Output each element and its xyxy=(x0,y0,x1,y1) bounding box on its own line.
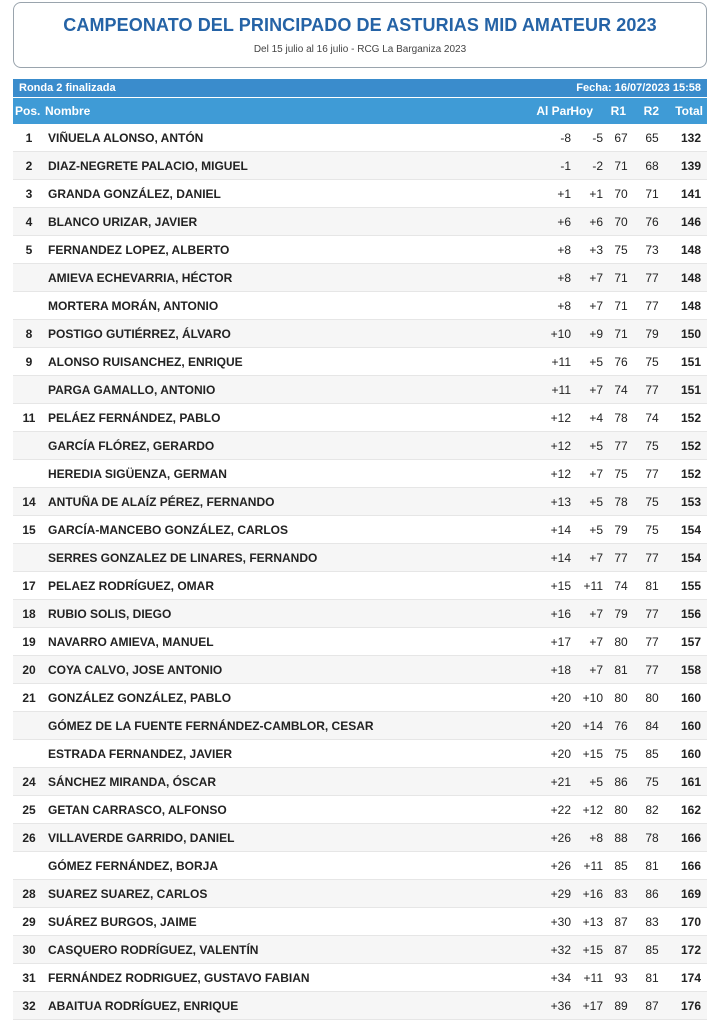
cell-r1: 80 xyxy=(614,691,628,705)
table-row[interactable] xyxy=(13,852,707,880)
column-name[interactable]: Nombre xyxy=(45,104,91,118)
cell-hoy: +7 xyxy=(589,271,603,285)
cell-r1: 88 xyxy=(614,831,628,845)
cell-r2: 81 xyxy=(645,579,659,593)
cell-par: +10 xyxy=(550,327,571,341)
cell-pos: 32 xyxy=(22,999,36,1013)
table-row[interactable] xyxy=(13,292,707,320)
cell-par: +21 xyxy=(550,775,571,789)
cell-par: +34 xyxy=(550,971,571,985)
cell-name: NAVARRO AMIEVA, MANUEL xyxy=(48,635,214,649)
cell-pos: 30 xyxy=(22,943,36,957)
cell-name: GRANDA GONZÁLEZ, DANIEL xyxy=(48,187,221,201)
cell-name: CASQUERO RODRÍGUEZ, VALENTÍN xyxy=(48,943,259,957)
cell-name: PELÁEZ FERNÁNDEZ, PABLO xyxy=(48,411,221,425)
cell-r2: 71 xyxy=(645,187,659,201)
cell-r2: 79 xyxy=(645,327,659,341)
cell-par: +8 xyxy=(557,243,571,257)
cell-pos: 24 xyxy=(22,775,36,789)
cell-total: 154 xyxy=(680,551,701,565)
table-row[interactable] xyxy=(13,208,707,236)
cell-pos: 14 xyxy=(22,495,36,509)
cell-r2: 75 xyxy=(645,523,659,537)
cell-hoy: +1 xyxy=(589,187,603,201)
cell-name: SUÁREZ BURGOS, JAIME xyxy=(48,915,197,929)
cell-total: 152 xyxy=(680,411,701,425)
table-row[interactable] xyxy=(13,348,707,376)
cell-total: 166 xyxy=(680,831,701,845)
cell-pos: 11 xyxy=(22,411,36,425)
table-row[interactable] xyxy=(13,824,707,852)
cell-pos: 21 xyxy=(22,691,36,705)
cell-total: 148 xyxy=(680,271,701,285)
table-row[interactable] xyxy=(13,516,707,544)
cell-par: +6 xyxy=(557,215,571,229)
cell-par: +1 xyxy=(557,187,571,201)
table-row[interactable] xyxy=(13,628,707,656)
cell-total: 160 xyxy=(680,691,701,705)
cell-total: 152 xyxy=(680,467,701,481)
cell-r2: 77 xyxy=(645,299,659,313)
cell-total: 148 xyxy=(680,243,701,257)
cell-hoy: +7 xyxy=(589,663,603,677)
cell-r1: 78 xyxy=(614,495,628,509)
cell-r1: 77 xyxy=(614,439,628,453)
cell-par: +30 xyxy=(550,915,571,929)
cell-r1: 70 xyxy=(614,187,628,201)
cell-hoy: +6 xyxy=(589,215,603,229)
cell-r1: 75 xyxy=(614,467,628,481)
table-row[interactable] xyxy=(13,488,707,516)
leaderboard-table xyxy=(13,124,707,1020)
cell-r2: 76 xyxy=(645,215,659,229)
cell-r2: 77 xyxy=(645,271,659,285)
cell-r1: 87 xyxy=(614,915,628,929)
cell-r2: 75 xyxy=(645,775,659,789)
cell-name: ESTRADA FERNANDEZ, JAVIER xyxy=(48,747,233,761)
cell-r2: 68 xyxy=(645,159,659,173)
column-r2[interactable]: R2 xyxy=(643,104,659,118)
cell-r2: 80 xyxy=(645,691,659,705)
cell-r1: 71 xyxy=(614,271,628,285)
column-r1[interactable]: R1 xyxy=(610,104,626,118)
cell-par: +20 xyxy=(550,747,571,761)
cell-name: GARCÍA FLÓREZ, GERARDO xyxy=(48,439,215,453)
cell-par: +8 xyxy=(557,271,571,285)
cell-r1: 71 xyxy=(614,159,628,173)
cell-name: ALONSO RUISANCHEZ, ENRIQUE xyxy=(48,355,243,369)
cell-name: HEREDIA SIGÜENZA, GERMAN xyxy=(48,467,227,481)
cell-par: +32 xyxy=(550,943,571,957)
cell-hoy: +3 xyxy=(589,243,603,257)
cell-name: PARGA GAMALLO, ANTONIO xyxy=(48,383,216,397)
cell-name: ABAITUA RODRÍGUEZ, ENRIQUE xyxy=(48,999,239,1013)
cell-hoy: +5 xyxy=(589,523,603,537)
cell-name: SUAREZ SUAREZ, CARLOS xyxy=(48,887,208,901)
table-row[interactable] xyxy=(13,320,707,348)
cell-hoy: +5 xyxy=(589,495,603,509)
cell-total: 148 xyxy=(680,299,701,313)
table-row[interactable] xyxy=(13,376,707,404)
cell-name: GONZÁLEZ GONZÁLEZ, PABLO xyxy=(48,691,232,705)
cell-total: 160 xyxy=(680,747,701,761)
cell-par: +8 xyxy=(557,299,571,313)
round-status-bar xyxy=(13,79,707,97)
cell-hoy: +7 xyxy=(589,299,603,313)
cell-total: 157 xyxy=(680,635,701,649)
cell-total: 139 xyxy=(680,159,701,173)
cell-r2: 77 xyxy=(645,607,659,621)
cell-total: 150 xyxy=(680,327,701,341)
cell-r2: 81 xyxy=(645,859,659,873)
page-title: CAMPEONATO DEL PRINCIPADO DE ASTURIAS MID AMATEUR 2023 xyxy=(63,15,657,35)
cell-r2: 77 xyxy=(645,467,659,481)
cell-par: +13 xyxy=(550,495,571,509)
cell-total: 155 xyxy=(680,579,701,593)
cell-total: 170 xyxy=(680,915,701,929)
cell-hoy: -5 xyxy=(592,131,603,145)
cell-r1: 75 xyxy=(614,243,628,257)
cell-par: +15 xyxy=(550,579,571,593)
table-row[interactable] xyxy=(13,880,707,908)
cell-hoy: +11 xyxy=(583,859,603,873)
cell-total: 169 xyxy=(680,887,701,901)
cell-r2: 78 xyxy=(645,831,659,845)
cell-pos: 25 xyxy=(22,803,36,817)
cell-total: 154 xyxy=(680,523,701,537)
cell-r2: 74 xyxy=(645,411,659,425)
cell-r2: 85 xyxy=(645,747,659,761)
cell-pos: 18 xyxy=(22,607,36,621)
cell-total: 146 xyxy=(680,215,701,229)
cell-name: RUBIO SOLIS, DIEGO xyxy=(48,607,172,621)
cell-total: 158 xyxy=(680,663,701,677)
cell-total: 152 xyxy=(680,439,701,453)
cell-par: -8 xyxy=(560,131,571,145)
cell-r2: 81 xyxy=(645,971,659,985)
table-row[interactable] xyxy=(13,796,707,824)
cell-pos: 19 xyxy=(22,635,36,649)
cell-par: +26 xyxy=(550,831,571,845)
cell-pos: 17 xyxy=(22,579,36,593)
cell-r1: 70 xyxy=(614,215,628,229)
cell-par: +12 xyxy=(550,439,571,453)
cell-r1: 67 xyxy=(614,131,628,145)
cell-r2: 82 xyxy=(645,803,659,817)
cell-par: +36 xyxy=(550,999,571,1013)
cell-hoy: +15 xyxy=(582,747,603,761)
cell-hoy: +12 xyxy=(582,803,603,817)
cell-total: 162 xyxy=(680,803,701,817)
cell-r2: 75 xyxy=(645,495,659,509)
table-row[interactable] xyxy=(13,264,707,292)
table-row[interactable] xyxy=(13,432,707,460)
cell-r1: 81 xyxy=(614,663,628,677)
table-row[interactable] xyxy=(13,152,707,180)
cell-hoy: +11 xyxy=(583,971,603,985)
cell-total: 141 xyxy=(680,187,701,201)
cell-r2: 77 xyxy=(645,635,659,649)
cell-r2: 73 xyxy=(645,243,659,257)
cell-r2: 84 xyxy=(645,719,659,733)
cell-hoy: +13 xyxy=(582,915,603,929)
table-row[interactable] xyxy=(13,992,707,1020)
cell-pos: 26 xyxy=(22,831,36,845)
column-par[interactable]: Al Par xyxy=(536,104,571,118)
cell-par: +29 xyxy=(550,887,571,901)
column-pos[interactable]: Pos. xyxy=(15,104,41,118)
cell-par: +12 xyxy=(550,467,571,481)
cell-pos: 8 xyxy=(25,327,33,341)
cell-hoy: +5 xyxy=(589,439,603,453)
cell-total: 166 xyxy=(680,859,701,873)
cell-hoy: +17 xyxy=(582,999,603,1013)
cell-r2: 77 xyxy=(645,383,659,397)
cell-r1: 75 xyxy=(614,747,628,761)
cell-hoy: +7 xyxy=(589,467,603,481)
cell-total: 174 xyxy=(680,971,701,985)
cell-total: 176 xyxy=(680,999,701,1013)
table-row[interactable] xyxy=(13,740,707,768)
cell-hoy: +9 xyxy=(589,327,603,341)
cell-par: +16 xyxy=(550,607,571,621)
cell-par: +12 xyxy=(550,411,571,425)
table-row[interactable] xyxy=(13,572,707,600)
cell-hoy: +8 xyxy=(589,831,603,845)
cell-r2: 86 xyxy=(645,887,659,901)
cell-par: +20 xyxy=(550,691,571,705)
cell-r1: 79 xyxy=(614,523,628,537)
cell-r2: 85 xyxy=(645,943,659,957)
cell-total: 161 xyxy=(680,775,701,789)
cell-r1: 83 xyxy=(614,887,628,901)
table-row[interactable] xyxy=(13,684,707,712)
cell-par: +14 xyxy=(550,523,571,537)
cell-r2: 75 xyxy=(645,355,659,369)
cell-hoy: +7 xyxy=(589,383,603,397)
cell-name: SÁNCHEZ MIRANDA, ÓSCAR xyxy=(48,775,216,789)
cell-r1: 74 xyxy=(614,579,628,593)
cell-name: POSTIGO GUTIÉRREZ, ÁLVARO xyxy=(48,327,231,341)
cell-r1: 89 xyxy=(614,999,628,1013)
cell-total: 132 xyxy=(680,131,701,145)
table-row[interactable] xyxy=(13,656,707,684)
cell-r1: 85 xyxy=(614,859,628,873)
table-row[interactable] xyxy=(13,936,707,964)
cell-r1: 74 xyxy=(614,383,628,397)
cell-r1: 78 xyxy=(614,411,628,425)
cell-name: ANTUÑA DE ALAÍZ PÉREZ, FERNANDO xyxy=(48,495,275,509)
cell-hoy: +10 xyxy=(582,691,603,705)
column-total[interactable]: Total xyxy=(675,104,703,118)
cell-pos: 1 xyxy=(25,131,33,145)
cell-r2: 75 xyxy=(645,439,659,453)
cell-name: GÓMEZ FERNÁNDEZ, BORJA xyxy=(48,859,219,873)
cell-r2: 77 xyxy=(645,551,659,565)
cell-r1: 87 xyxy=(614,943,628,957)
cell-total: 151 xyxy=(680,355,701,369)
cell-par: +20 xyxy=(550,719,571,733)
cell-total: 160 xyxy=(680,719,701,733)
cell-name: GETAN CARRASCO, ALFONSO xyxy=(48,803,227,817)
cell-name: MORTERA MORÁN, ANTONIO xyxy=(48,299,219,313)
update-date: Fecha: 16/07/2023 15:58 xyxy=(576,82,701,94)
cell-pos: 5 xyxy=(25,243,33,257)
cell-par: +17 xyxy=(550,635,571,649)
cell-par: +22 xyxy=(550,803,571,817)
page-subtitle: Del 15 julio al 16 julio - RCG La Barganiza 2023 xyxy=(253,44,467,55)
cell-r1: 80 xyxy=(614,635,628,649)
tournament-header xyxy=(13,2,707,68)
cell-r2: 65 xyxy=(645,131,659,145)
cell-par: +26 xyxy=(550,859,571,873)
cell-pos: 15 xyxy=(22,523,36,537)
cell-hoy: +5 xyxy=(589,775,603,789)
cell-hoy: +7 xyxy=(589,635,603,649)
cell-par: +11 xyxy=(551,383,571,397)
cell-name: PELAEZ RODRÍGUEZ, OMAR xyxy=(48,579,215,593)
cell-total: 153 xyxy=(680,495,701,509)
cell-pos: 4 xyxy=(25,215,33,229)
cell-r1: 86 xyxy=(614,775,628,789)
cell-par: +18 xyxy=(550,663,571,677)
cell-r1: 77 xyxy=(614,551,628,565)
cell-hoy: +16 xyxy=(582,887,603,901)
cell-pos: 20 xyxy=(22,663,36,677)
table-row[interactable] xyxy=(13,712,707,740)
cell-r2: 83 xyxy=(645,915,659,929)
cell-pos: 2 xyxy=(25,159,33,173)
cell-r1: 76 xyxy=(614,355,628,369)
cell-name: VILLAVERDE GARRIDO, DANIEL xyxy=(48,831,235,845)
cell-hoy: +5 xyxy=(589,355,603,369)
cell-name: AMIEVA ECHEVARRIA, HÉCTOR xyxy=(48,271,233,285)
cell-name: BLANCO URIZAR, JAVIER xyxy=(48,215,198,229)
cell-pos: 28 xyxy=(22,887,36,901)
cell-par: +14 xyxy=(550,551,571,565)
cell-pos: 31 xyxy=(22,971,36,985)
cell-par: -1 xyxy=(560,159,571,173)
table-row[interactable] xyxy=(13,460,707,488)
cell-name: SERRES GONZALEZ DE LINARES, FERNANDO xyxy=(48,551,318,565)
cell-name: VIÑUELA ALONSO, ANTÓN xyxy=(48,131,204,145)
cell-hoy: -2 xyxy=(592,159,603,173)
cell-hoy: +15 xyxy=(582,943,603,957)
cell-r1: 76 xyxy=(614,719,628,733)
cell-r1: 71 xyxy=(614,299,628,313)
table-row[interactable] xyxy=(13,964,707,992)
cell-pos: 9 xyxy=(25,355,33,369)
cell-r2: 87 xyxy=(645,999,659,1013)
cell-name: GARCÍA-MANCEBO GONZÁLEZ, CARLOS xyxy=(48,523,288,537)
cell-hoy: +11 xyxy=(583,579,603,593)
cell-par: +11 xyxy=(551,355,571,369)
cell-name: FERNÁNDEZ RODRIGUEZ, GUSTAVO FABIAN xyxy=(48,971,310,985)
table-row[interactable] xyxy=(13,600,707,628)
cell-r1: 71 xyxy=(614,327,628,341)
round-status: Ronda 2 finalizada xyxy=(19,82,116,94)
cell-pos: 3 xyxy=(25,187,33,201)
table-row[interactable] xyxy=(13,544,707,572)
cell-total: 172 xyxy=(680,943,701,957)
table-row[interactable] xyxy=(13,236,707,264)
cell-name: COYA CALVO, JOSE ANTONIO xyxy=(48,663,223,677)
column-hoy[interactable]: Hoy xyxy=(570,104,593,118)
cell-r2: 77 xyxy=(645,663,659,677)
cell-hoy: +14 xyxy=(582,719,603,733)
cell-name: FERNANDEZ LOPEZ, ALBERTO xyxy=(48,243,230,257)
cell-pos: 29 xyxy=(22,915,36,929)
table-header xyxy=(13,98,707,124)
table-row[interactable] xyxy=(13,768,707,796)
cell-hoy: +7 xyxy=(589,607,603,621)
cell-total: 156 xyxy=(680,607,701,621)
cell-hoy: +4 xyxy=(589,411,603,425)
cell-r1: 93 xyxy=(614,971,628,985)
cell-r1: 80 xyxy=(614,803,628,817)
table-row[interactable] xyxy=(13,908,707,936)
cell-hoy: +7 xyxy=(589,551,603,565)
table-row[interactable] xyxy=(13,404,707,432)
table-row[interactable] xyxy=(13,180,707,208)
cell-name: GÓMEZ DE LA FUENTE FERNÁNDEZ-CAMBLOR, CESAR xyxy=(48,719,374,733)
cell-r1: 79 xyxy=(614,607,628,621)
cell-total: 151 xyxy=(680,383,701,397)
table-row[interactable] xyxy=(13,124,707,152)
cell-name: DIAZ-NEGRETE PALACIO, MIGUEL xyxy=(48,159,248,173)
